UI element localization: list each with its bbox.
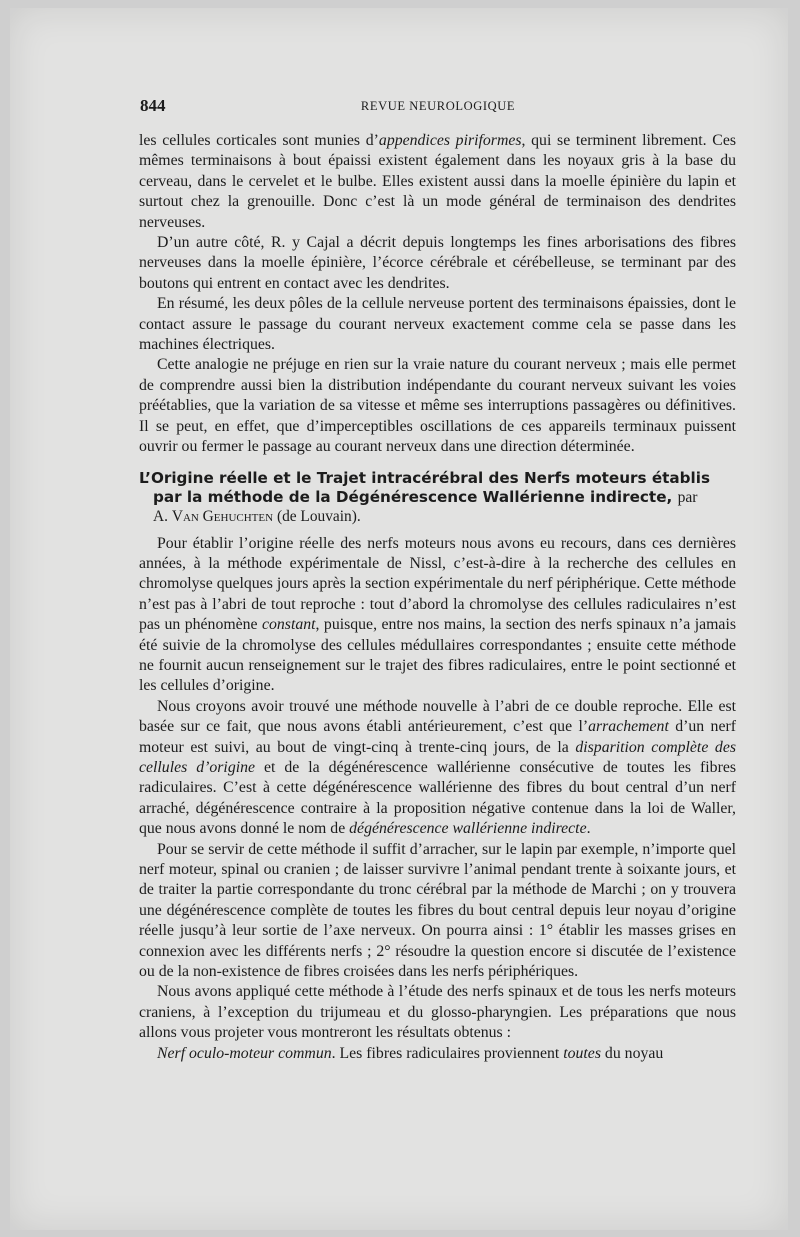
page-number: 844 [140,96,166,115]
paragraph-2: D’un autre côté, R. y Cajal a décrit depuis longtemps les fines arborisations des fibres nerveuses dans la moelle épinière, l’écorce cérébrale et cérébelleuse, se terminant par des boutons qui entrent en contact avec les dendrites. [139,234,736,292]
text-run: d’un nerf moteur est suivi, au bout de vingt-cinq à trente-cinq jours, de la [139,718,736,756]
author-line [139,507,736,526]
author-affiliation: (de Louvain). [276,507,361,525]
section-heading [139,469,736,526]
paragraph-1 [139,131,736,233]
text-run: . Les fibres radiculaires proviennent [331,1044,564,1062]
text-run: . [586,820,591,838]
emphasis-arrachement: arrachement [588,718,669,736]
text-run: , puisque, entre nos mains, la section des nerfs spinaux n’a jamais été suivie de la chromolyse des cellules médullaires correspondantes ; ensuite cette méthode ne fournit aucun renseignement sur le trajet des fibres radiculaires, entre le point sectionné et les cellules d’origine. [139,616,736,695]
paragraph-3: En résumé, les deux pôles de la cellule nerveuse portent des terminaisons épaissies, dont le contact assure le passage du courant nerveux exactement comme cela se passe dans les machines électriques. [139,295,736,354]
par-word: par [677,488,698,506]
article-body [139,131,736,1064]
emphasis-disparition: disparition complète des cellules d’origine [139,738,736,776]
section-title-line-1: L’Origine réelle et le Trajet intracérébral des Nerfs moteurs établis [139,468,710,487]
paragraph-9 [139,1044,736,1064]
emphasis-toutes: toutes [563,1044,601,1062]
paragraph-8: Nous avons appliqué cette méthode à l’étude des nerfs spinaux et de tous les nerfs moteurs craniens, à l’exception du trijumeau et du glosso-pharyngien. Les préparations que nous allons vous projeter vous montreront les résultats obtenus : [139,983,736,1042]
emphasis-degenerescence: dégénérescence wallérienne indirecte [349,820,587,838]
page-header [140,96,736,118]
emphasis-appendices: appendices piriformes [378,132,522,149]
author-name: Van Gehuchten [171,507,274,525]
paragraph-5 [139,534,736,697]
author-initial: A. [153,507,168,525]
text-run: du noyau [600,1044,664,1062]
text-run: Pour établir l’origine réelle des nerfs moteurs nous avons eu recours, dans ces dernières années, à la méthode expérimentale de Nissl, c’est-à-dire à la recherche des cellules en chromolyse quelques jours après la section expérimentale du nerf périphérique. Cette méthode n’est pas à l’abri de tout reproche : tout d’abord la chromolyse des cellules radiculaires n’est pas un phénomène [139,534,736,634]
paragraph-6 [139,697,736,840]
text-run: les cellules corticales sont munies d’ [139,132,379,149]
emphasis-nerf-oculo-moteur: Nerf oculo-moteur commun [157,1044,332,1062]
paragraph-7: Pour se servir de cette méthode il suffit d’arracher, sur le lapin par exemple, n’importe quel nerf moteur, spinal ou cranien ; de laisser survivre l’animal pendant trente à soixante jours, et de traiter la partie correspondante du tronc cérébral par la méthode de Marchi ; on y trouvera une dégénérescence complète de toutes les fibres du bout central depuis leur noyau d’origine réelle jusqu’à leur sortie de l’axe nerveux. On pourra ainsi : 1° établir les masses grises en connexion avec les différents nerfs ; 2° résoudre la question encore si discutée de l’existence ou de la non-existence de fibres croisées dans les nerfs périphériques. [139,840,736,981]
text-run: et de la dégénérescence wallérienne consécutive de toutes les fibres radiculaires. C’est à cette dégénérescence wallérienne des fibres du bout central d’un nerf arraché, dégénérescence contraire à la proposition négative contenue dans la loi de Waller, que nous avons donné le nom de [139,758,736,838]
text-run: Nous croyons avoir trouvé une méthode nouvelle à l’abri de ce double reproche. Elle est basée sur ce fait, que nous avons établi antérieurement, c’est que l’ [139,697,736,736]
emphasis-constant: constant [262,616,316,634]
running-title: REVUE NEUROLOGIQUE [360,99,516,113]
text-run: , qui se terminent librement. Ces mêmes terminaisons à bout épaissi existent également dans les noyaux gris à la base du cerveau, dans le cervelet et le bulbe. Elles existent aussi dans la moelle épinière du lapin et surtout chez la grenouille. Donc c’est là un mode général de terminaison des dendrites nerveuses. [139,132,736,231]
section-title-line-2 [139,488,736,507]
paragraph-4: Cette analogie ne préjuge en rien sur la vraie nature du courant nerveux ; mais elle permet de comprendre aussi bien la distribution indépendante du courant nerveux suivant les voies préétablies, que la variation de sa vitesse et même ses interruptions passagères ou définitives. Il se peut, en effet, que d’imperceptibles oscillations de ces appareils terminaux puissent ouvrir ou fermer le passage au courant nerveux dans une direction déterminée. [139,356,736,456]
section-title-text: par la méthode de la Dégénérescence Wallérienne indirecte, [153,487,673,506]
